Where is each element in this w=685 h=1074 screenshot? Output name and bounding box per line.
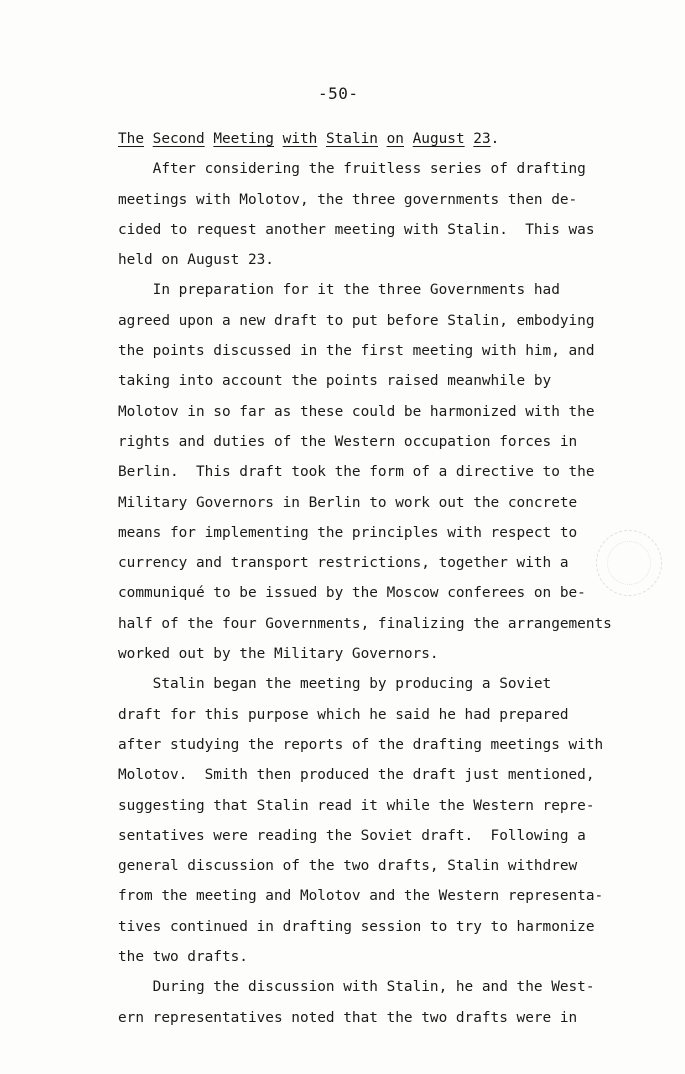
text-line: Molotov in so far as these could be harmonized with the: [118, 403, 595, 420]
heading-end: .: [490, 131, 500, 147]
heading-word: Meeting: [213, 131, 274, 147]
text-line: draft for this purpose which he said he had prepared: [118, 706, 569, 723]
text-line: suggesting that Stalin read it while the Western repre-: [118, 797, 595, 814]
section-heading: [118, 124, 618, 154]
text-line: rights and duties of the Western occupation forces in: [118, 433, 578, 450]
text-line: After considering the fruitless series of drafting: [118, 161, 586, 178]
heading-word: August: [412, 131, 465, 147]
heading-word: 23: [473, 131, 491, 147]
text-line: tives continued in drafting session to try to harmonize: [118, 918, 595, 935]
page-number: -50-: [318, 84, 359, 103]
text-line: the two drafts.: [118, 949, 248, 966]
text-line: after studying the reports of the drafting meetings with: [118, 736, 604, 753]
text-line: Berlin. This draft took the form of a directive to the: [118, 464, 595, 481]
text-line: Stalin began the meeting by producing a Soviet: [118, 676, 552, 693]
text-line: general discussion of the two drafts, Stalin withdrew: [118, 858, 578, 875]
text-line: In preparation for it the three Governments had: [118, 282, 560, 299]
text-line: During the discussion with Stalin, he and the West-: [118, 979, 595, 996]
text-line: sentatives were reading the Soviet draft. Following a: [118, 827, 586, 844]
text-line: worked out by the Military Governors.: [118, 646, 439, 663]
text-line: cided to request another meeting with Stalin. This was: [118, 221, 595, 238]
text-line: agreed upon a new draft to put before Stalin, embodying: [118, 312, 595, 329]
text-line: the points discussed in the first meeting with him, and: [118, 343, 595, 360]
text-line: from the meeting and Molotov and the Western representa-: [118, 888, 604, 905]
text-line: half of the four Governments, finalizing the arrangements: [118, 615, 612, 632]
text-line: taking into account the points raised meanwhile by: [118, 373, 552, 390]
heading-word: on: [386, 131, 404, 147]
text-line: Military Governors in Berlin to work out the concrete: [118, 494, 578, 511]
heading-word: with: [282, 131, 318, 147]
text-line: meetings with Molotov, the three governments then de-: [118, 191, 578, 208]
text-line: means for implementing the principles with respect to: [118, 524, 578, 541]
text-line: communiqué to be issued by the Moscow conferees on be-: [118, 585, 586, 602]
heading-word: Second: [152, 131, 205, 147]
text-line: ern representatives noted that the two drafts were in: [118, 1009, 578, 1026]
text-line: Molotov. Smith then produced the draft just mentioned,: [118, 767, 595, 784]
heading-word: The: [118, 131, 144, 147]
text-line: currency and transport restrictions, together with a: [118, 555, 569, 572]
text-line: held on August 23.: [118, 252, 274, 269]
body-text: [118, 124, 618, 1033]
heading-word: Stalin: [325, 131, 378, 147]
text-lines: [118, 154, 618, 1033]
